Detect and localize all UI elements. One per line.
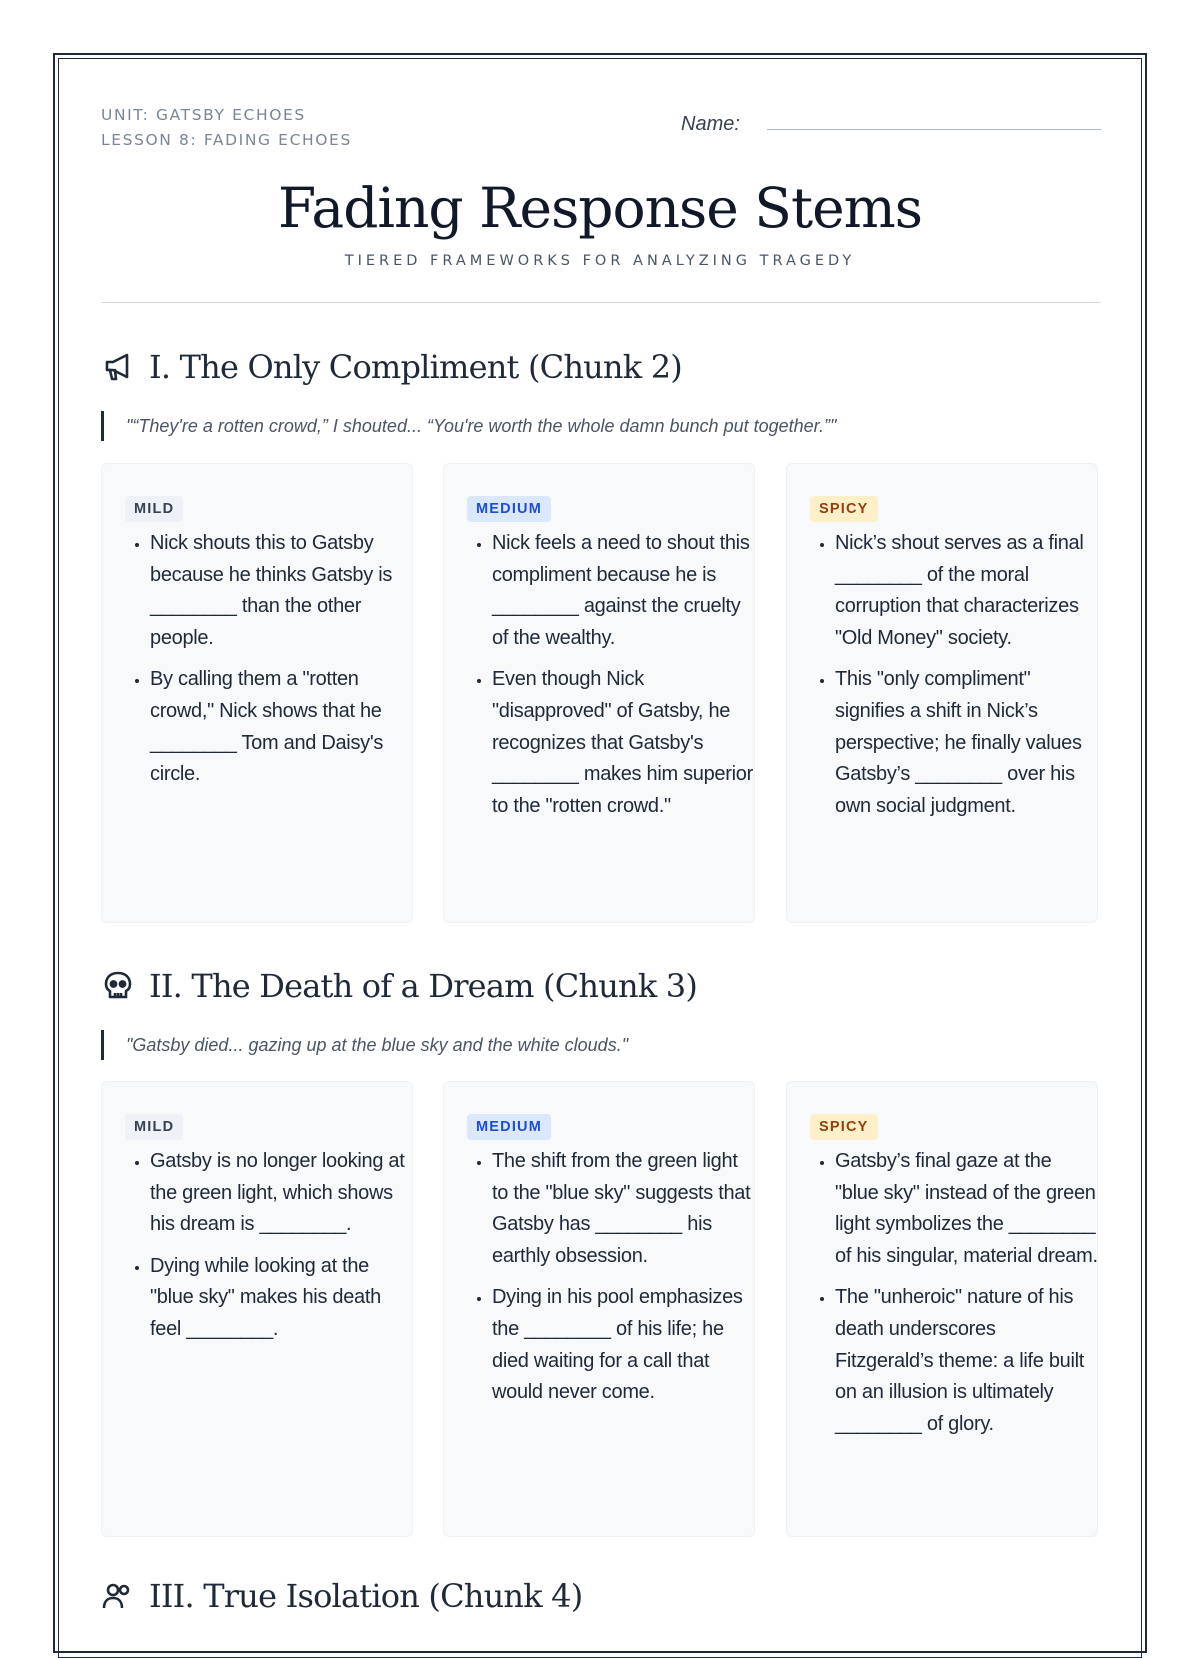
list-item: • Dying in his pool emphasizes the ________ of his life; he died waiting for a call that would never come. <box>492 1282 756 1408</box>
tier-badge-medium: MEDIUM <box>467 496 551 522</box>
list-item: • Nick shouts this to Gatsby because he thinks Gatsby is ________ than the other people. <box>150 528 414 654</box>
stem-list <box>102 1146 414 1356</box>
tier-badge-spicy: SPICY <box>810 496 878 522</box>
tier-badge-medium: MEDIUM <box>467 1114 551 1140</box>
stem-list <box>444 528 756 832</box>
section-3-title: III. True Isolation (Chunk 4) <box>149 1577 583 1615</box>
list-item: • Nick’s shout serves as a final ________ of the moral corruption that characterizes "Old Money" society. <box>835 528 1099 654</box>
list-item: • The "unheroic" nature of his death underscores Fitzgerald’s theme: a life built on an illusion is ultimately ________ of glory. <box>835 1282 1099 1440</box>
section-1-medium-card <box>443 463 755 923</box>
section-3-header <box>101 1574 582 1618</box>
section-1-quote: "“They're a rotten crowd,” I shouted... “You're worth the whole damn bunch put together.”" <box>101 411 836 441</box>
stem-list <box>444 1146 756 1419</box>
tier-badge-spicy: SPICY <box>810 1114 878 1140</box>
section-2-title: II. The Death of a Dream (Chunk 3) <box>149 967 698 1005</box>
list-item: • Even though Nick "disapproved" of Gatsby, he recognizes that Gatsby's ________ makes him superior to the "rotten crowd." <box>492 664 756 822</box>
section-1-title: I. The Only Compliment (Chunk 2) <box>149 348 682 386</box>
name-field[interactable] <box>767 129 1101 130</box>
list-item: • Dying while looking at the "blue sky" makes his death feel ________. <box>150 1251 414 1346</box>
lesson-label: LESSON 8: FADING ECHOES <box>101 131 352 149</box>
name-label: Name: <box>681 113 740 135</box>
list-item: • Nick feels a need to shout this compliment because he is ________ against the cruelty of the wealthy. <box>492 528 756 654</box>
lesson-meta <box>101 103 352 153</box>
list-item: • The shift from the green light to the "blue sky" suggests that Gatsby has ________ his earthly obsession. <box>492 1146 756 1272</box>
section-1-header <box>101 345 682 389</box>
section-2-spicy-card <box>786 1081 1098 1537</box>
section-1-spicy-card <box>786 463 1098 923</box>
list-item: • By calling them a "rotten crowd," Nick shows that he ________ Tom and Daisy's circle. <box>150 664 414 790</box>
section-2-medium-card <box>443 1081 755 1537</box>
section-1-mild-card <box>101 463 413 923</box>
tier-badge-mild: MILD <box>125 1114 183 1140</box>
section-2-header <box>101 964 697 1008</box>
list-item: • This "only compliment" signifies a shift in Nick’s perspective; he finally values Gatsby’s ________ over his own social judgment. <box>835 664 1099 822</box>
skull-icon <box>101 969 135 1003</box>
page-subtitle: TIERED FRAMEWORKS FOR ANALYZING TRAGEDY <box>344 253 856 269</box>
people-icon <box>101 1579 135 1613</box>
tier-badge-mild: MILD <box>125 496 183 522</box>
list-item: • Gatsby’s final gaze at the "blue sky" instead of the green light symbolizes the ________ of his singular, material dream. <box>835 1146 1099 1272</box>
stem-list <box>102 528 414 801</box>
list-item: • Gatsby is no longer looking at the green light, which shows his dream is ________. <box>150 1146 414 1241</box>
megaphone-icon <box>101 350 135 384</box>
divider <box>101 302 1101 303</box>
page-title: Fading Response Stems <box>277 176 923 240</box>
stem-list <box>787 1146 1099 1450</box>
section-2-mild-card <box>101 1081 413 1537</box>
section-2-quote: "Gatsby died... gazing up at the blue sky and the white clouds." <box>101 1030 628 1060</box>
unit-label: UNIT: GATSBY ECHOES <box>101 106 306 124</box>
stem-list <box>787 528 1099 832</box>
